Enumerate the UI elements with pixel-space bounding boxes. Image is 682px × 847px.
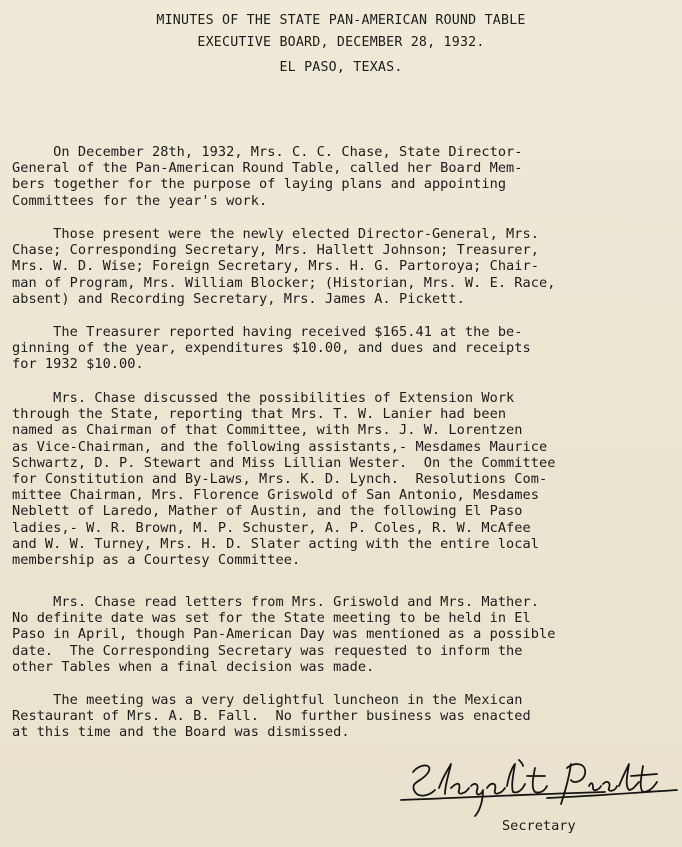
text-line: No definite date was set for the State meeting to be held in El (12, 610, 531, 627)
text-line: On December 28th, 1932, Mrs. C. C. Chase, State Director- (12, 144, 523, 160)
text-line: Mrs. W. D. Wise; Foreign Secretary, Mrs. H. G. Partoroya; Chair- (12, 258, 539, 275)
signature-title: Secretary (502, 818, 576, 834)
text-line: The Treasurer reported having received $165.41 at the be- (12, 324, 523, 340)
text-line: General of the Pan-American Round Table, called her Board Mem- (12, 160, 523, 177)
text-line: at this time and the Board was dismissed. (12, 724, 350, 741)
text-line: Those present were the newly elected Director-General, Mrs. (12, 226, 539, 242)
title-line-2: EXECUTIVE BOARD, DECEMBER 28, 1932. (197, 35, 485, 50)
text-line: Neblett of Laredo, Mather of Austin, and the following El Paso (12, 503, 523, 520)
text-line: mittee Chairman, Mrs. Florence Griswold of San Antonio, Mesdames (12, 487, 539, 504)
text-line: through the State, reporting that Mrs. T. W. Lanier had been (12, 406, 507, 423)
text-line: membership as a Courtesy Committee. (12, 552, 301, 569)
title-line-1: MINUTES OF THE STATE PAN-AMERICAN ROUND TABLE (156, 13, 526, 28)
text-line: other Tables when a final decision was made. (12, 658, 375, 675)
text-line: as Vice-Chairman, and the following assistants,- Mesdames Maurice (12, 438, 548, 455)
paragraph-luncheon (12, 692, 677, 741)
text-line: The meeting was a very delightful luncheon in the Mexican (12, 692, 523, 708)
text-line: Paso in April, though Pan-American Day was mentioned as a possible (12, 626, 556, 643)
paragraph-treasurer-report (12, 324, 677, 373)
text-line: Committees for the year's work. (12, 192, 268, 209)
text-line: named as Chairman of that Committee, with Mrs. J. W. Lorentzen (12, 422, 523, 439)
paragraph-committees (12, 390, 677, 568)
handwritten-signature (395, 752, 682, 822)
text-line: absent) and Recording Secretary, Mrs. James A. Pickett. (12, 290, 465, 307)
text-line: ladies,- W. R. Brown, M. P. Schuster, A. P. Coles, R. W. McAfee (12, 519, 531, 536)
text-line: man of Program, Mrs. William Blocker; (Historian, Mrs. W. E. Race, (12, 274, 556, 291)
text-line: and W. W. Turney, Mrs. H. D. Slater acting with the entire local (12, 535, 539, 552)
text-line: Restaurant of Mrs. A. B. Fall. No further business was enacted (12, 708, 531, 725)
text-line: for Constitution and By-Laws, Mrs. K. D. Lynch. Resolutions Com- (12, 471, 548, 488)
paragraph-letters (12, 594, 677, 675)
title-line-3: EL PASO, TEXAS. (279, 60, 403, 75)
text-line: Mrs. Chase discussed the possibilities of Extension Work (12, 390, 515, 406)
text-line: Chase; Corresponding Secretary, Mrs. Hallett Johnson; Treasurer, (12, 242, 539, 259)
text-line: for 1932 $10.00. (12, 356, 144, 373)
text-line: date. The Corresponding Secretary was requested to inform the (12, 642, 523, 659)
paragraph-attendees (12, 226, 677, 307)
text-line: Schwartz, D. P. Stewart and Miss Lillian Wester. On the Committee (12, 454, 556, 471)
paragraph-meeting-call (12, 144, 677, 209)
text-line: Mrs. Chase read letters from Mrs. Griswold and Mrs. Mather. (12, 594, 539, 610)
text-line: ginning of the year, expenditures $10.00, and dues and receipts (12, 340, 531, 357)
text-line: bers together for the purpose of laying plans and appointing (12, 176, 507, 193)
